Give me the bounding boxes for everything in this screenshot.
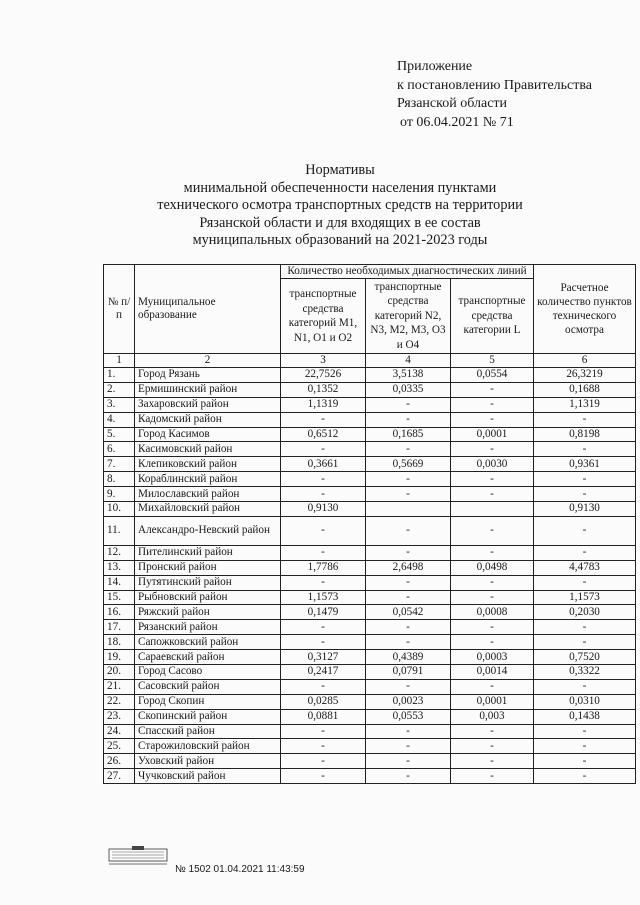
value-m1: 1,7786 [281, 560, 366, 575]
value-estimated: - [534, 472, 636, 487]
title-line: Нормативы [305, 162, 375, 178]
value-m1: - [281, 545, 366, 560]
appendix-block [397, 58, 592, 132]
municipality-name: Уховский район [135, 754, 281, 769]
value-l: - [451, 472, 534, 487]
value-l: - [451, 590, 534, 605]
value-l: - [451, 635, 534, 650]
municipality-name: Пителинский район [135, 545, 281, 560]
value-n2: 2,6498 [366, 560, 451, 575]
value-l: 0,0498 [451, 560, 534, 575]
value-estimated: - [534, 679, 636, 694]
value-l: 0,0001 [451, 427, 534, 442]
municipality-name: Кораблинский район [135, 472, 281, 487]
municipality-name: Михайловский район [135, 502, 281, 517]
value-l: - [451, 397, 534, 412]
table-row [104, 665, 636, 680]
value-m1: - [281, 442, 366, 457]
index-cell: 5 [451, 354, 534, 368]
table-row [104, 442, 636, 457]
header-lines-group: Количество необходимых диагностических линий [281, 265, 534, 279]
value-l: - [451, 754, 534, 769]
norms-table [103, 264, 636, 784]
value-l: 0,003 [451, 709, 534, 724]
value-m1: - [281, 739, 366, 754]
value-l: 0,0014 [451, 665, 534, 680]
table-row [104, 487, 636, 502]
value-n2: - [366, 724, 451, 739]
row-number: 7. [104, 457, 135, 472]
municipality-name: Ряжский район [135, 605, 281, 620]
title-line: технического осмотра транспортных средств на территории [157, 197, 523, 214]
municipality-name: Сараевский район [135, 650, 281, 665]
value-n2: 0,0023 [366, 694, 451, 709]
value-estimated: 0,9361 [534, 457, 636, 472]
table-row [104, 590, 636, 605]
table-row [104, 545, 636, 560]
value-m1: 0,9130 [281, 502, 366, 517]
municipality-name: Сапожковский район [135, 635, 281, 650]
value-n2: - [366, 590, 451, 605]
value-estimated: 0,1688 [534, 382, 636, 397]
municipality-name: Ермишинский район [135, 382, 281, 397]
header-municipality: Муниципальное образование [135, 265, 281, 354]
table-row [104, 620, 636, 635]
appendix-line: к постановлению Правительства [397, 77, 593, 93]
value-n2: - [366, 487, 451, 502]
stamp-logo [108, 845, 168, 872]
value-estimated: 1,1573 [534, 590, 636, 605]
value-estimated: - [534, 635, 636, 650]
value-l: - [451, 575, 534, 590]
value-l: 0,0008 [451, 605, 534, 620]
value-n2: - [366, 472, 451, 487]
value-m1: 22,7526 [281, 368, 366, 383]
row-number: 16. [104, 605, 135, 620]
value-estimated: - [534, 739, 636, 754]
value-m1: 0,1479 [281, 605, 366, 620]
municipality-name: Спасский район [135, 724, 281, 739]
value-l: - [451, 412, 534, 427]
row-number: 6. [104, 442, 135, 457]
table-row [104, 427, 636, 442]
header-category-n2: транспортные средства категорий N2, N3, M2, M3, O3 и O4 [366, 279, 451, 354]
value-estimated: 26,3219 [534, 368, 636, 383]
value-n2: - [366, 516, 451, 545]
appendix-line: Приложение [397, 59, 473, 74]
value-m1: 0,2417 [281, 665, 366, 680]
value-n2: 0,5669 [366, 457, 451, 472]
value-estimated: 0,3322 [534, 665, 636, 680]
value-n2 [366, 502, 451, 517]
table-body [104, 354, 636, 784]
value-l: - [451, 516, 534, 545]
value-n2: - [366, 620, 451, 635]
table-row [104, 457, 636, 472]
value-n2: 3,5138 [366, 368, 451, 383]
value-estimated: - [534, 754, 636, 769]
municipality-name: Касимовский район [135, 442, 281, 457]
row-number: 22. [104, 694, 135, 709]
index-cell: 4 [366, 354, 451, 368]
value-estimated: - [534, 769, 636, 784]
municipality-name: Кадомский район [135, 412, 281, 427]
title-line: минимальной обеспеченности населения пунктами [183, 179, 497, 196]
document-mark: № 1502 01.04.2021 11:43:59 [175, 864, 305, 875]
row-number: 25. [104, 739, 135, 754]
municipality-name: Чучковский район [135, 769, 281, 784]
value-l: 0,0001 [451, 694, 534, 709]
value-l: - [451, 487, 534, 502]
value-n2: - [366, 679, 451, 694]
value-m1: 1,1319 [281, 397, 366, 412]
table-row [104, 397, 636, 412]
value-m1: - [281, 487, 366, 502]
row-number: 13. [104, 560, 135, 575]
value-n2: - [366, 739, 451, 754]
municipality-name: Рыбновский район [135, 590, 281, 605]
value-n2: - [366, 412, 451, 427]
table-row [104, 679, 636, 694]
value-l: 0,0030 [451, 457, 534, 472]
value-m1: - [281, 679, 366, 694]
table-row [104, 635, 636, 650]
municipality-name: Старожиловский район [135, 739, 281, 754]
municipality-name: Путятинский район [135, 575, 281, 590]
value-n2: 0,0553 [366, 709, 451, 724]
row-number: 15. [104, 590, 135, 605]
row-number: 3. [104, 397, 135, 412]
municipality-name: Пронский район [135, 560, 281, 575]
value-estimated: - [534, 575, 636, 590]
row-number: 4. [104, 412, 135, 427]
header-estimated: Расчетное количество пунктов технического осмотра [534, 265, 636, 354]
value-n2: 0,0335 [366, 382, 451, 397]
table-row [104, 739, 636, 754]
row-number: 9. [104, 487, 135, 502]
header-category-m1: транспортные средства категорий M1, N1, O1 и O2 [281, 279, 366, 354]
value-l: - [451, 382, 534, 397]
row-number: 20. [104, 665, 135, 680]
row-number: 24. [104, 724, 135, 739]
row-number: 2. [104, 382, 135, 397]
value-m1: 0,3127 [281, 650, 366, 665]
table-row [104, 412, 636, 427]
row-number: 17. [104, 620, 135, 635]
value-m1: - [281, 472, 366, 487]
value-m1: - [281, 620, 366, 635]
value-m1: 0,1352 [281, 382, 366, 397]
index-cell: 3 [281, 354, 366, 368]
table-row [104, 575, 636, 590]
municipality-name: Захаровский район [135, 397, 281, 412]
municipality-name: Город Рязань [135, 368, 281, 383]
value-n2: 0,4389 [366, 650, 451, 665]
value-m1: 0,3661 [281, 457, 366, 472]
row-number: 1. [104, 368, 135, 383]
index-cell: 6 [534, 354, 636, 368]
row-number: 26. [104, 754, 135, 769]
table-row [104, 560, 636, 575]
value-m1: - [281, 516, 366, 545]
appendix-line: от 06.04.2021 № 71 [400, 114, 514, 130]
value-estimated: 0,9130 [534, 502, 636, 517]
value-l: - [451, 739, 534, 754]
municipality-name: Город Скопин [135, 694, 281, 709]
value-l: - [451, 620, 534, 635]
value-m1: - [281, 724, 366, 739]
value-estimated: 0,7520 [534, 650, 636, 665]
municipality-name: Сасовский район [135, 679, 281, 694]
value-n2: - [366, 442, 451, 457]
value-estimated: - [534, 412, 636, 427]
table-row [104, 605, 636, 620]
municipality-name: Милославский район [135, 487, 281, 502]
value-m1: - [281, 575, 366, 590]
value-n2: - [366, 754, 451, 769]
title-line: Рязанской области и для входящих в ее состав [199, 214, 481, 231]
value-l: 0,0003 [451, 650, 534, 665]
header-category-l: транспортные средства категории L [451, 279, 534, 354]
municipality-name: Город Касимов [135, 427, 281, 442]
row-number: 10. [104, 502, 135, 517]
value-n2: 0,0542 [366, 605, 451, 620]
municipality-name: Рязанский район [135, 620, 281, 635]
value-estimated: - [534, 545, 636, 560]
value-m1: - [281, 412, 366, 427]
index-row [104, 354, 636, 368]
table-row [104, 650, 636, 665]
municipality-name: Александро-Невский район [135, 516, 281, 545]
row-number: 8. [104, 472, 135, 487]
row-number: 21. [104, 679, 135, 694]
row-number: 19. [104, 650, 135, 665]
value-l: - [451, 545, 534, 560]
table-row [104, 709, 636, 724]
value-m1: 0,0285 [281, 694, 366, 709]
value-estimated: - [534, 442, 636, 457]
value-n2: 0,0791 [366, 665, 451, 680]
municipality-name: Город Сасово [135, 665, 281, 680]
table-row [104, 516, 636, 545]
value-n2: - [366, 545, 451, 560]
value-m1: - [281, 635, 366, 650]
table-row [104, 724, 636, 739]
title-line: муниципальных образований на 2021-2023 годы [192, 232, 488, 249]
row-number: 18. [104, 635, 135, 650]
index-cell: 2 [135, 354, 281, 368]
value-m1: 0,6512 [281, 427, 366, 442]
value-l [451, 502, 534, 517]
index-cell: 1 [104, 354, 135, 368]
municipality-name: Клепиковский район [135, 457, 281, 472]
row-number: 27. [104, 769, 135, 784]
value-m1: - [281, 769, 366, 784]
value-n2: - [366, 769, 451, 784]
value-l: - [451, 442, 534, 457]
value-l: 0,0554 [451, 368, 534, 383]
value-estimated: 0,0310 [534, 694, 636, 709]
table-row [104, 502, 636, 517]
value-estimated: - [534, 487, 636, 502]
value-n2: 0,1685 [366, 427, 451, 442]
value-estimated: 0,1438 [534, 709, 636, 724]
value-estimated: 1,1319 [534, 397, 636, 412]
value-m1: 1,1573 [281, 590, 366, 605]
row-number: 12. [104, 545, 135, 560]
value-n2: - [366, 397, 451, 412]
value-l: - [451, 679, 534, 694]
value-m1: - [281, 754, 366, 769]
table-row [104, 769, 636, 784]
value-estimated: 4,4783 [534, 560, 636, 575]
table-row [104, 754, 636, 769]
row-number: 5. [104, 427, 135, 442]
row-number: 23. [104, 709, 135, 724]
value-l: - [451, 724, 534, 739]
municipality-name: Скопинский район [135, 709, 281, 724]
value-estimated: 0,8198 [534, 427, 636, 442]
appendix-line: Рязанской области [397, 96, 508, 111]
value-estimated: - [534, 724, 636, 739]
value-n2: - [366, 635, 451, 650]
document-title [100, 162, 580, 250]
value-l: - [451, 769, 534, 784]
value-estimated: 0,2030 [534, 605, 636, 620]
row-number: 11. [104, 516, 135, 545]
table-row [104, 368, 636, 383]
value-estimated: - [534, 516, 636, 545]
value-n2: - [366, 575, 451, 590]
table-row [104, 694, 636, 709]
value-estimated: - [534, 620, 636, 635]
value-m1: 0,0881 [281, 709, 366, 724]
header-num: № п/п [104, 265, 135, 354]
row-number: 14. [104, 575, 135, 590]
table-row [104, 472, 636, 487]
table-row [104, 382, 636, 397]
